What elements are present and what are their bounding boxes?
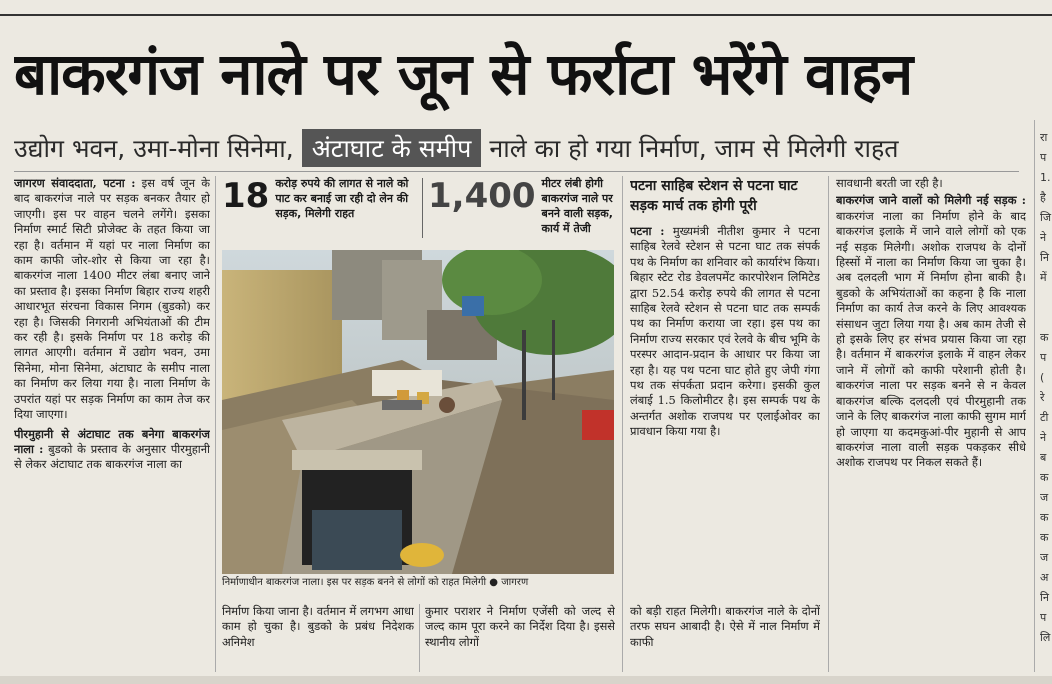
fact-box-cost-text: करोड़ रुपये की लागत से नाले को पाट कर बनाई जा रही दो लेन की सड़क, मिलेगी राहत [275, 177, 409, 220]
byline: जागरण संवाददाता, पटना : [14, 176, 136, 190]
subheadline [14, 126, 1034, 170]
bottom-column-3: को बड़ी राहत मिलेगी। बाकरगंज नाले के दोनों तरफ सघन आबादी है। ऐसे में नाल निर्माण में काफी [630, 604, 820, 649]
fragment-line: अ [1040, 571, 1049, 584]
fragment-line: ब [1040, 451, 1047, 464]
divider [14, 171, 1019, 172]
fragment-line: 1. [1040, 171, 1051, 184]
fragment-line: जि [1040, 211, 1052, 224]
news-photo [222, 250, 614, 574]
fragment-line: टी [1040, 411, 1049, 424]
left-column-text-2: बुडको के प्रस्ताव के अनुसार पीरमुहानी से लेकर अंटाघाट तक बाकरगंज नाला का [14, 441, 210, 472]
left-subhead: पीरमुहानी से अंटाघाट तक बनेगा बाकरगंज नाला : [14, 426, 210, 456]
drain-construction-photo [222, 250, 614, 574]
column-divider [1034, 120, 1035, 672]
fragment-line: नि [1040, 251, 1049, 264]
column-divider [215, 176, 216, 672]
fragment-line: में [1040, 271, 1047, 284]
right-subhead: बाकरगंज जाने वालों को मिलेगी नई सड़क : [836, 193, 1026, 208]
right-column-text-1: सावधानी बरती जा रही है। [836, 176, 943, 190]
page-bottom-edge [0, 676, 1052, 684]
side-story-headline: पटना साहिब स्टेशन से पटना घाट सड़क मार्च तक होगी पूरी [630, 178, 798, 214]
fact-box-length [428, 176, 618, 242]
fragment-line: ज [1040, 551, 1049, 564]
fragment-line: क [1040, 511, 1049, 524]
column-divider [622, 176, 623, 672]
subheadline-before: उद्योग भवन, उमा-मोना सिनेमा, [14, 134, 294, 163]
headline: बाकरगंज नाले पर जून से फर्राटा भरेंगे वाहन [14, 40, 913, 108]
left-column-body [14, 176, 210, 423]
subheadline-highlight: अंटाघाट के समीप [302, 129, 482, 167]
fragment-line: रे [1040, 391, 1045, 404]
fact-box-divider [422, 178, 423, 238]
fragment-line [1040, 290, 1052, 310]
fragment-line: क [1040, 331, 1049, 344]
right-column-text-2: बाकरगंज नाला का निर्माण होने के बाद बाकरगंज इलाके में जाने वाले लोगों को एक नई सड़क मिलेगी। अशोक राजपथ के दोनों हिस्सों में नाला का निर्माण किया जा चुका है। अब दलदली भाग में निर्माण होना बाकी है। बुडको के अभियंताओं का कहना है कि नाला निर्माण का कार्य तेज करने के लिए आवश्यक संसाधन जुटा लिया गया है। अब काम तेजी से हो इसके लिए हर संभव प्रयास किया जा रहा है। वर्तमान में बाकरगंज इलाके में वाहन लेकर जाने में लोगों को काफी परेशानी होती है। बाकरगंज नाला पर सड़क बनने से न केवल बाकरगंज बल्कि दलदली एवं पीरमुहानी तक जाने के लिए बाकरगंज नाला काफी सुगम मार्ग हो जाएगा या कदमकुआं-पीर मुहानी से आप बाकरगंज नाला वाली सड़क पकड़कर सीधे अशोक राजपथ पर निकल सकते हैं। [836, 208, 1026, 470]
top-border [0, 0, 1052, 16]
right-column [836, 176, 1026, 672]
fragment-line [1040, 310, 1052, 330]
side-story-body [630, 224, 820, 594]
fragment-line: प [1040, 611, 1047, 624]
side-story-byline: पटना : [630, 224, 665, 238]
fragment-line: प [1040, 151, 1047, 164]
adjacent-article-fragment [1040, 130, 1052, 676]
column-divider [419, 604, 420, 672]
fragment-line: क [1040, 531, 1049, 544]
fact-box-length-number: 1,400 [428, 176, 536, 216]
bottom-column-1: निर्माण किया जाना है। वर्तमान में लगभग आधा काम हो चुका है। बुडको के प्रबंध निदेशक अनिमेश [222, 604, 414, 649]
fragment-line: लि [1040, 631, 1051, 644]
fragment-line: ने [1040, 431, 1047, 444]
right-column-body [836, 193, 1026, 470]
fact-box-cost-number: 18 [222, 176, 270, 216]
side-story-text: मुख्यमंत्री नीतीश कुमार ने पटना साहिब रेलवे स्टेशन से पटना घाट तक संपर्क पथ के निर्माण का शनिवार को कार्यारंभ किया। बिहार स्टेट रोड डेवलपमेंट कारपोरेशन लिमिटेड द्वारा 52.54 करोड़ रुपये की लागत से पटना साहिब रेलवे स्टेशन से पटना घाट तक सम्पर्क पथ का निर्माण कराया जा रहा। इस पथ का निर्माण राज्य सरकार एवं रेलवे के बीच भूमि के परस्पर आदान-प्रदान के आधार पर किया जा रहा है। यह पथ पटना घाट होते हुए जेपी गंगा पथ तक संपर्कता प्रदान करेगा। इसकी कुल लंबाई 1.5 किलोमीटर है। इस सम्पर्क पथ के अन्तर्गत अशोक राजपथ पर एलाईओवर का प्रावधान किया गया है। [630, 224, 820, 439]
bottom-column-2: कुमार पराशर ने निर्माण एजेंसी को जल्द से जल्द काम पूरा करने का निर्देश दिया है। इससे स्थानीय लोगों [425, 604, 615, 649]
fragment-line: ज [1040, 491, 1049, 504]
photo-caption: निर्माणाधीन बाकरगंज नाला। इस पर सड़क बनने से लोगों को राहत मिलेगी ● जागरण [222, 577, 529, 588]
column-divider [828, 176, 829, 672]
left-column-body-2 [14, 427, 210, 473]
side-story [630, 176, 820, 600]
fact-box-length-text: मीटर लंबी होगी बाकरगंज नाले पर बनने वाली सड़क, कार्य में तेजी [541, 177, 613, 235]
fragment-line: ने [1040, 231, 1047, 244]
fragment-line: नि [1040, 591, 1049, 604]
fragment-line: क [1040, 471, 1049, 484]
left-column-text: इस वर्ष जून के बाद बाकरगंज नाले पर सड़क बनकर तैयार हो जाएगी। इस पर वाहन चलने लगेंगे। इसका निर्माण स्मार्ट सिटी प्रोजेक्ट के तहत किया जा रहा है। वर्तमान में यहां पर नाला निर्माण का काम काफी जोर-शोर से किया जा रहा है। बाकरगंज नाला 1400 मीटर लंबा बनाए जाने का प्रस्ताव है। इसका निर्माण बिहार राज्य शहरी आधारभूत संरचना विकास निगम (बुडको) कर रहा है। जिसकी निगरानी अभियंताओं की टीम कर रही है। इसके निर्माण पर 18 करोड़ की लागत आएगी। वर्तमान में उद्योग भवन, उमा सिनेमा, मोना सिनेमा, अंटाघाट के समीप नाला का निर्माण कर लिया गया है। नाला निर्माण के उपरांत यहां पर सड़क निर्माण का काम तेज कर दिया जाएगा। [14, 176, 210, 422]
fact-box-cost [222, 176, 418, 242]
left-column [14, 176, 210, 672]
fragment-line: ( [1040, 371, 1045, 384]
fragment-line: है [1040, 191, 1046, 204]
fragment-line: प [1040, 351, 1047, 364]
subheadline-after: नाले का हो गया निर्माण, जाम से मिलेगी राहत [489, 134, 899, 163]
fragment-line: रा [1040, 131, 1048, 144]
